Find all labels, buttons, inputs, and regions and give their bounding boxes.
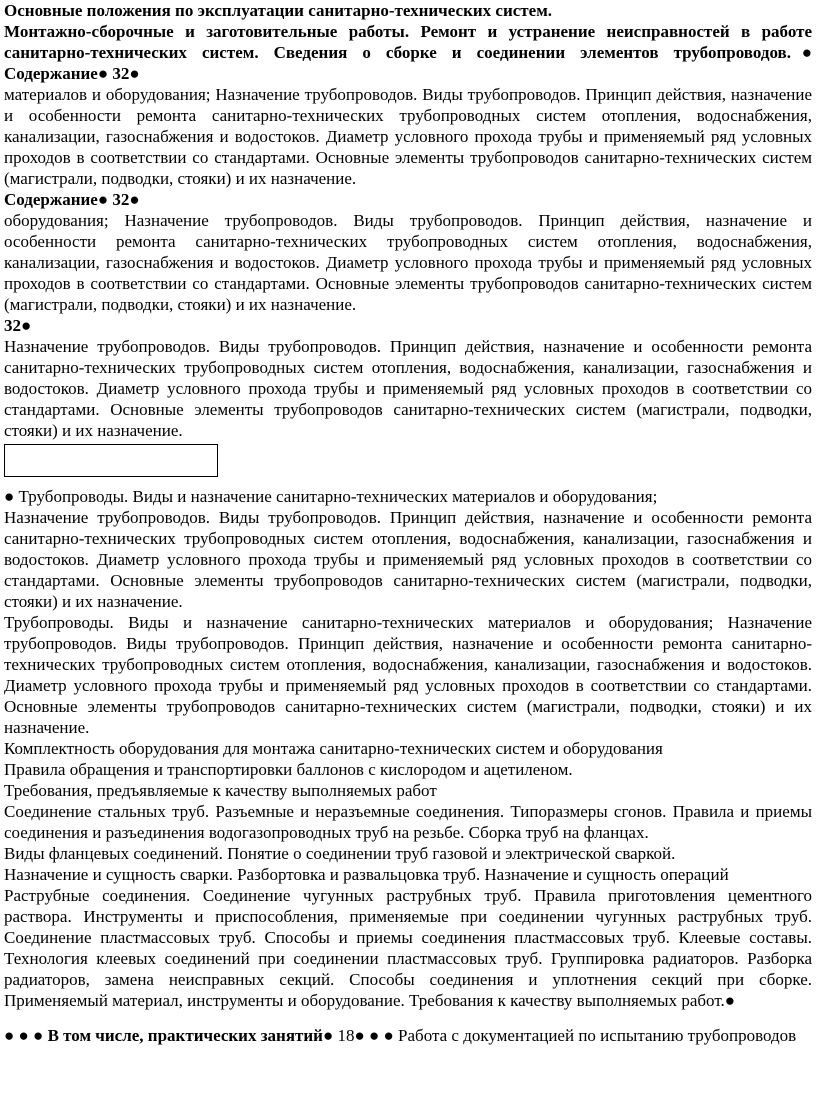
paragraph-7: Раструбные соединения. Соединение чугунных раструбных труб. Правила приготовления цементного раствора. Инструменты и приспособления, применяемые при соединении чугунных раструбных труб. Соединение пластмассовых труб. Способы и приемы соединения пластмассовых труб. Клеевые составы. Технология клеевых соединений при соединении пластмассовых труб. Группировка радиаторов. Разборка радиаторов, замена неисправных секций. Способы соединения и уплотнения секций при сборке. Применяемый материал, инструменты и оборудование. Требования к качеству выполняемых работ.● bbox=[4, 886, 812, 1010]
empty-table-cell bbox=[4, 444, 218, 477]
footer-rest: ● 18● ● ● Работа с документацией по испытанию трубопроводов bbox=[322, 1026, 797, 1045]
document-subtitle: Монтажно-сборочные и заготовительные работы. Ремонт и устранение неисправностей в работе санитарно-технических систем. Сведения о сборке и соединении элементов трубопроводов.● Содержание● 32● bbox=[4, 22, 812, 83]
paragraph-1: материалов и оборудования; Назначение трубопроводов. Виды трубопроводов. Принцип действия, назначение и особенности ремонта санитарно-технических трубопроводных систем отопления, водоснабжения, канализации, газоснабжения и водостоков. Диаметр условного прохода трубы и применяемый ряд условных проходов в соответствии со стандартами. Основные элементы трубопроводов санитарно-технических систем (магистрали, подводки, стояки) и их назначение. bbox=[4, 85, 812, 188]
line-rules: Правила обращения и транспортировки баллонов с кислородом и ацетиленом. bbox=[4, 760, 573, 779]
line-requirements: Требования, предъявляемые к качеству выполняемых работ bbox=[4, 781, 437, 800]
bullet-item: ● Трубопроводы. Виды и назначение санитарно-технических материалов и оборудования; bbox=[4, 487, 658, 506]
line-welding: Назначение и сущность сварки. Разбортовка и развальцовка труб. Назначение и сущность операций bbox=[4, 865, 729, 884]
spacer bbox=[4, 1011, 812, 1025]
paragraph-6: Соединение стальных труб. Разъемные и неразъемные соединения. Типоразмеры сгонов. Правила и приемы соединения и разъединения водогазопроводных труб на резьбе. Сборка труб на фланцах. bbox=[4, 802, 812, 842]
footer-line bbox=[4, 1025, 812, 1046]
section-heading-3: 32● bbox=[4, 316, 32, 335]
paragraph-3: Назначение трубопроводов. Виды трубопроводов. Принцип действия, назначение и особенности ремонта санитарно-технических трубопроводных систем отопления, водоснабжения, канализации, газоснабжения и водостоков. Диаметр условного прохода трубы и применяемый ряд условных проходов в соответствии со стандартами. Основные элементы трубопроводов санитарно-технических систем (магистрали, подводки, стояки) и их назначение. bbox=[4, 337, 812, 440]
paragraph-2: оборудования; Назначение трубопроводов. Виды трубопроводов. Принцип действия, назначение и особенности ремонта санитарно-технических трубопроводных систем отопления, водоснабжения, канализации, газоснабжения и водостоков. Диаметр условного прохода трубы и применяемый ряд условных проходов в соответствии со стандартами. Основные элементы трубопроводов санитарно-технических систем (магистрали, подводки, стояки) и их назначение. bbox=[4, 211, 812, 314]
paragraph-5: Трубопроводы. Виды и назначение санитарно-технических материалов и оборудования; Назначение трубопроводов. Виды трубопроводов. Принцип действия, назначение и особенности ремонта санитарно-технических трубопроводных систем отопления, водоснабжения, канализации, газоснабжения и водостоков. Диаметр условного прохода трубы и применяемый ряд условных проходов в соответствии со стандартами. Основные элементы трубопроводов санитарно-технических систем (магистрали, подводки, стояки) и их назначение. bbox=[4, 613, 812, 737]
footer-bullets: ● ● ● bbox=[4, 1026, 48, 1045]
line-flanges: Виды фланцевых соединений. Понятие о соединении труб газовой и электрической сваркой. bbox=[4, 844, 676, 863]
paragraph-4: Назначение трубопроводов. Виды трубопроводов. Принцип действия, назначение и особенности ремонта санитарно-технических трубопроводных систем отопления, водоснабжения, канализации, газоснабжения и водостоков. Диаметр условного прохода трубы и применяемый ряд условных проходов в соответствии со стандартами. Основные элементы трубопроводов санитарно-технических систем (магистрали, подводки, стояки) и их назначение. bbox=[4, 508, 812, 611]
section-heading-2: Содержание● 32● bbox=[4, 190, 140, 209]
line-complect: Комплектность оборудования для монтажа санитарно-технических систем и оборудования bbox=[4, 739, 663, 758]
document-title: Основные положения по эксплуатации санитарно-технических систем. bbox=[4, 1, 553, 20]
footer-bold-text: В том числе, практических занятий bbox=[47, 1026, 323, 1045]
